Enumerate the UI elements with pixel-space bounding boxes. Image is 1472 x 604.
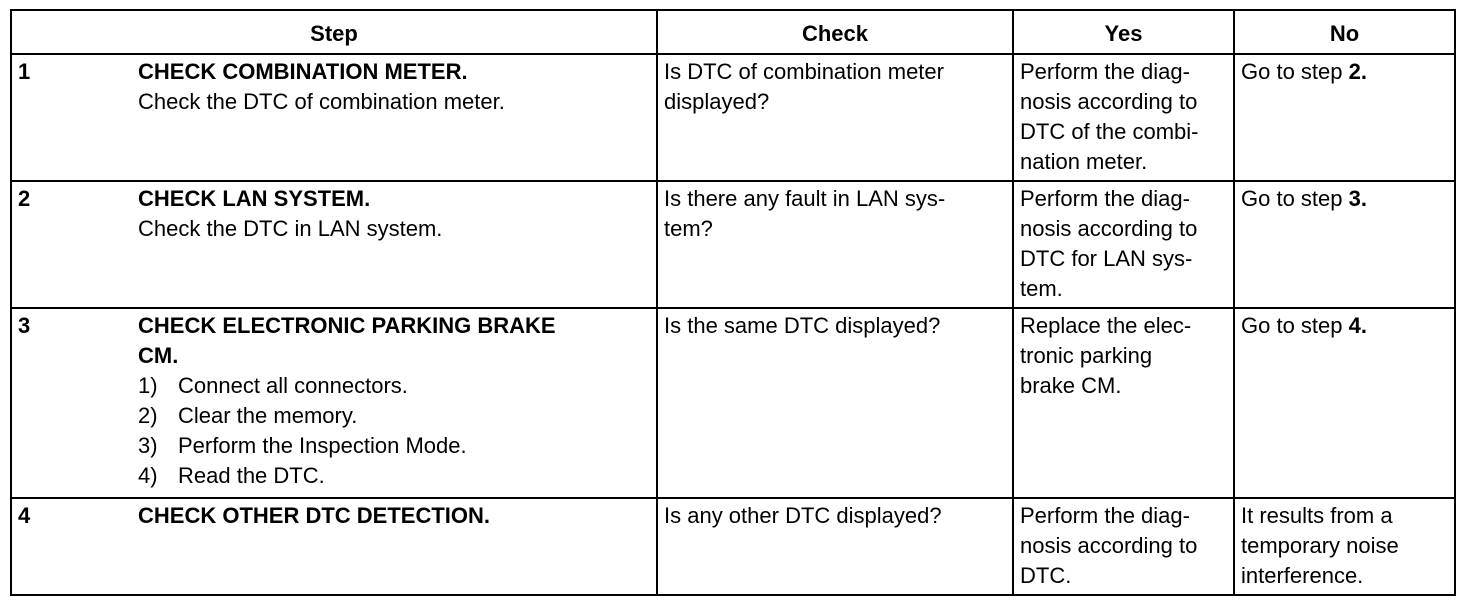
header-no: No bbox=[1234, 10, 1455, 54]
table-row bbox=[11, 181, 1455, 308]
no-step-number: 4. bbox=[1348, 313, 1367, 338]
yes-line: nosis according to bbox=[1020, 533, 1198, 558]
yes-line: nation meter. bbox=[1020, 149, 1148, 174]
substep-number: 2) bbox=[138, 403, 158, 428]
no-line: interference. bbox=[1241, 563, 1364, 588]
step-title: CHECK ELECTRONIC PARKING BRAKE bbox=[138, 313, 556, 338]
check-line: Is any other DTC displayed? bbox=[664, 503, 942, 528]
diagnostic-table bbox=[10, 9, 1456, 596]
substep-number: 3) bbox=[138, 433, 158, 458]
check-line: Is DTC of combination meter bbox=[664, 59, 944, 84]
yes-cell bbox=[1013, 308, 1234, 498]
substep-text: Read the DTC. bbox=[178, 463, 325, 488]
substep bbox=[138, 461, 648, 491]
substep-text: Connect all connectors. bbox=[178, 373, 408, 398]
yes-line: nosis according to bbox=[1020, 89, 1198, 114]
step-detail: Check the DTC in LAN system. bbox=[138, 216, 443, 241]
no-cell bbox=[1234, 181, 1455, 308]
yes-line: Perform the diag- bbox=[1020, 503, 1190, 528]
yes-cell bbox=[1013, 181, 1234, 308]
check-cell bbox=[657, 498, 1013, 595]
yes-line: tem. bbox=[1020, 276, 1063, 301]
header-check: Check bbox=[657, 10, 1013, 54]
no-step-number: 3. bbox=[1348, 186, 1367, 211]
table-row bbox=[11, 54, 1455, 181]
step-cell bbox=[11, 54, 657, 181]
step-cell bbox=[11, 308, 657, 498]
step-number: 2 bbox=[18, 186, 31, 211]
step-cell bbox=[11, 181, 657, 308]
check-cell bbox=[657, 308, 1013, 498]
yes-line: DTC of the combi- bbox=[1020, 119, 1199, 144]
step-body bbox=[138, 501, 648, 531]
substep-number: 1) bbox=[138, 373, 158, 398]
substep bbox=[138, 431, 648, 461]
substep bbox=[138, 401, 648, 431]
step-title: CHECK COMBINATION METER. bbox=[138, 59, 468, 84]
yes-line: brake CM. bbox=[1020, 373, 1122, 398]
check-line: displayed? bbox=[664, 89, 770, 114]
yes-cell bbox=[1013, 54, 1234, 181]
table-row bbox=[11, 498, 1455, 595]
yes-line: DTC for LAN sys- bbox=[1020, 246, 1193, 271]
step-number: 3 bbox=[18, 313, 31, 338]
substep-number: 4) bbox=[138, 463, 158, 488]
no-prefix: Go to step bbox=[1241, 59, 1343, 84]
check-line: tem? bbox=[664, 216, 713, 241]
no-line: It results from a bbox=[1241, 503, 1393, 528]
header-yes: Yes bbox=[1013, 10, 1234, 54]
step-cell bbox=[11, 498, 657, 595]
no-prefix: Go to step bbox=[1241, 186, 1343, 211]
substep-text: Clear the memory. bbox=[178, 403, 358, 428]
check-cell bbox=[657, 54, 1013, 181]
yes-line: Perform the diag- bbox=[1020, 186, 1190, 211]
no-cell bbox=[1234, 308, 1455, 498]
check-line: Is the same DTC displayed? bbox=[664, 313, 941, 338]
step-detail: Check the DTC of combination meter. bbox=[138, 89, 505, 114]
step-title: CHECK OTHER DTC DETECTION. bbox=[138, 503, 490, 528]
step-title: CHECK LAN SYSTEM. bbox=[138, 186, 371, 211]
step-number: 4 bbox=[18, 503, 31, 528]
step-title: CM. bbox=[138, 343, 179, 368]
substep bbox=[138, 371, 648, 401]
no-step-number: 2. bbox=[1348, 59, 1367, 84]
step-body bbox=[138, 57, 648, 117]
yes-line: Perform the diag- bbox=[1020, 59, 1190, 84]
check-line: Is there any fault in LAN sys- bbox=[664, 186, 946, 211]
check-cell bbox=[657, 181, 1013, 308]
no-cell bbox=[1234, 54, 1455, 181]
yes-line: nosis according to bbox=[1020, 216, 1198, 241]
step-body bbox=[138, 311, 648, 491]
header-row bbox=[11, 10, 1455, 54]
no-cell bbox=[1234, 498, 1455, 595]
step-body bbox=[138, 184, 648, 244]
step-number: 1 bbox=[18, 59, 31, 84]
table-row bbox=[11, 308, 1455, 498]
yes-line: tronic parking bbox=[1020, 343, 1153, 368]
no-line: temporary noise bbox=[1241, 533, 1399, 558]
yes-cell bbox=[1013, 498, 1234, 595]
no-prefix: Go to step bbox=[1241, 313, 1343, 338]
yes-line: Replace the elec- bbox=[1020, 313, 1192, 338]
substep-text: Perform the Inspection Mode. bbox=[178, 433, 467, 458]
header-step: Step bbox=[11, 10, 657, 54]
yes-line: DTC. bbox=[1020, 563, 1072, 588]
